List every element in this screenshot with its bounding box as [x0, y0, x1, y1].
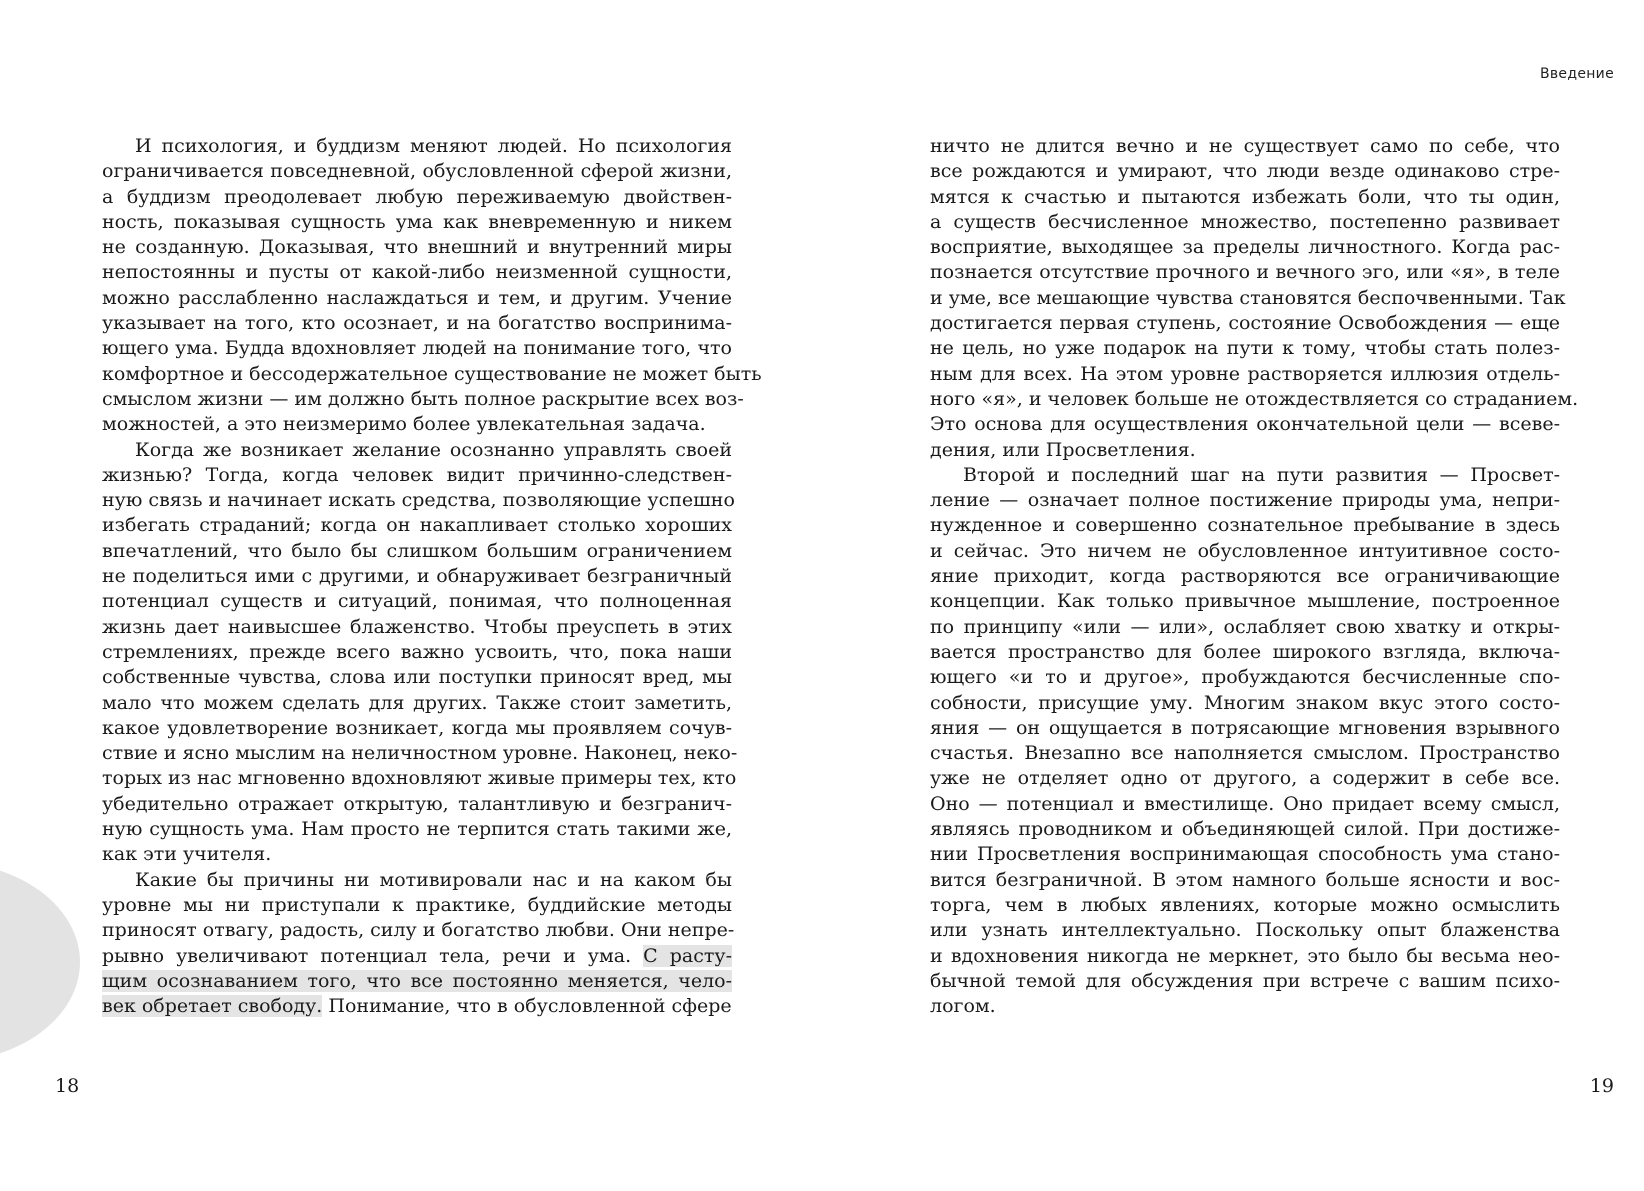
highlighted-text: щим осознаванием того, что все постоянно меняется, чело- — [102, 969, 732, 992]
text-line: торых из нас мгновенно вдохновляют живые примеры тех, кто — [102, 767, 737, 790]
text-line: ность, показывая сущность ума как вневременную и никем — [102, 210, 732, 233]
page-number: 18 — [55, 1075, 80, 1097]
text-line: вится безграничной. В этом намного больше ясности и вос- — [930, 868, 1560, 891]
text-line: яния — он ощущается в потрясающие мгновения взрывного — [930, 716, 1560, 739]
text-line: мятся к счастью и пытаются избежать боли, что ты один, — [930, 185, 1560, 208]
text-line: не созданную. Доказывая, что внешний и внутренний миры — [102, 236, 732, 259]
highlighted-text: век обретает свободу. — [102, 995, 323, 1018]
text-line: не цель, но уже подарок на пути к тому, чтобы стать полез- — [930, 337, 1560, 360]
text-line: потенциал существ и ситуаций, понимая, что полноценная — [102, 590, 732, 613]
text-line: торга, чем в любых явлениях, которые можно осмыслить — [930, 893, 1560, 916]
text-line: нии Просветления воспринимающая способность ума стано- — [930, 843, 1560, 866]
text-line: не поделиться ими с другими, и обнаруживает безграничный — [102, 565, 732, 588]
running-head: Введение — [1539, 66, 1614, 82]
text-line: счастья. Внезапно все наполняется смыслом. Пространство — [930, 742, 1560, 765]
text-line: и вдохновения никогда не меркнет, это было бы весьма нео- — [930, 944, 1560, 967]
text-line: собности, присущие уму. Многим знаком вкус этого состо- — [930, 691, 1560, 714]
page-edge-tab — [0, 862, 80, 1062]
text-line: указывает на того, кто осознает, и на богатство воспринима- — [102, 312, 732, 335]
text-line: являясь проводником и объединяющей силой. При достиже- — [930, 818, 1560, 841]
highlighted-text: С расту- — [643, 944, 732, 967]
text-line: нужденное и совершенно сознательное пребывание в здесь — [930, 514, 1560, 537]
text-line: Второй и последний шаг на пути развития — Просвет- — [963, 463, 1560, 486]
text-line: ствие и ясно мыслим на неличностном уровне. Наконец, неко- — [102, 742, 738, 765]
text-line: избегать страданий; когда он накапливает столько хороших — [102, 514, 732, 537]
text-line: убедительно отражает открытую, талантливую и безгранич- — [102, 792, 732, 815]
text-line: И психология, и буддизм меняют людей. Но психология — [135, 135, 732, 157]
text-line: мало что можем сделать для других. Также стоит заметить, — [102, 691, 732, 714]
text-line: или узнать интеллектуально. Поскольку опыт блаженства — [930, 919, 1560, 942]
text-line: вается пространство для более широкого взгляда, включа- — [930, 640, 1560, 663]
text-line: впечатлений, что было бы слишком большим ограничением — [102, 539, 732, 562]
text-line: жизнь дает наивысшее блаженство. Чтобы преуспеть в этих — [102, 615, 732, 638]
text-line: ничто не длится вечно и не существует само по себе, что — [930, 135, 1560, 157]
text-line: непостоянны и пусты от какой-либо неизменной сущности, — [102, 261, 732, 284]
text-line: стремлениях, прежде всего важно усвоить, что, пока наши — [102, 640, 732, 663]
page-number: 19 — [1589, 1075, 1614, 1097]
text-line — [102, 969, 732, 994]
left-page-text — [102, 134, 762, 1019]
text-line: можно расслабленно наслаждаться и тем, и другим. Учение — [102, 286, 732, 309]
text-line: ление — означает полное постижение природы ума, непри- — [930, 489, 1560, 512]
text-line: ющего ума. Будда вдохновляет людей на понимание того, что — [102, 337, 732, 360]
text-line: ющего «и то и другое», пробуждаются бесчисленные спо- — [930, 666, 1560, 689]
text-line: ного «я», и человек больше не отождествляется со страданием. — [930, 387, 1579, 410]
text-segment: Понимание, что в обусловленной сфере — [322, 995, 732, 1018]
text-line: Оно — потенциал и вместилище. Оно придает всему смысл, — [930, 792, 1560, 815]
text-line: ограничивается повседневной, обусловленной сферой жизни, — [102, 160, 732, 183]
text-line: ную сущность ума. Нам просто не терпится стать такими же, — [102, 818, 732, 841]
text-line: дения, или Просветления. — [930, 438, 1196, 461]
text-line: а существ бесчисленное множество, постепенно развивает — [930, 210, 1560, 233]
text-line: уже не отделяет одно от другого, а содержит в себе все. — [930, 767, 1560, 790]
text-line: комфортное и бессодержательное существование не может быть — [102, 362, 762, 385]
text-line: уровне мы ни приступали к практике, буддийские методы — [102, 893, 732, 916]
text-line: все рождаются и умирают, что люди везде одинаково стре- — [930, 160, 1560, 183]
text-line: и сейчас. Это ничем не обусловленное интуитивное состо- — [930, 539, 1560, 562]
text-line — [102, 994, 732, 1019]
text-line: Когда же возникает желание осознанно управлять своей — [135, 438, 732, 461]
text-line: познается отсутствие прочного и вечного эго, или «я», в теле — [930, 261, 1560, 284]
text-line: ным для всех. На этом уровне растворяется иллюзия отдель- — [930, 362, 1560, 385]
text-line: бычной темой для обсуждения при встрече с вашим психо- — [930, 969, 1560, 992]
text-line: восприятие, выходящее за пределы личностного. Когда рас- — [930, 236, 1560, 259]
text-line: как эти учителя. — [102, 843, 272, 866]
text-line: логом. — [930, 995, 996, 1018]
text-line: Какие бы причины ни мотивировали нас и на каком бы — [135, 868, 732, 891]
text-line: жизнью? Тогда, когда человек видит причинно-следствен- — [102, 463, 732, 486]
text-line: ную связь и начинает искать средства, позволяющие успешно — [102, 489, 735, 512]
text-line: смыслом жизни — им должно быть полное раскрытие всех воз- — [102, 387, 744, 410]
text-line: можностей, а это неизмеримо более увлекательная задача. — [102, 413, 706, 436]
text-line: а буддизм преодолевает любую переживаемую двойствен- — [102, 185, 732, 208]
text-line: по принципу «или — или», ослабляет свою хватку и откры- — [930, 615, 1560, 638]
text-line: достигается первая ступень, состояние Освобождения — еще — [930, 312, 1560, 335]
text-line: собственные чувства, слова или поступки приносят вред, мы — [102, 666, 732, 689]
text-line: Это основа для осуществления окончательной цели — всеве- — [930, 413, 1560, 436]
text-line: какое удовлетворение возникает, когда мы проявляем сочув- — [102, 716, 732, 739]
text-line: и уме, все мешающие чувства становятся беспочвенными. Так — [930, 286, 1566, 309]
text-line: яние приходит, когда растворяются все ограничивающие — [930, 565, 1560, 588]
text-segment: рывно увеличивают потенциал тела, речи и ума. — [102, 944, 644, 967]
text-line: концепции. Как только привычное мышление, построенное — [930, 590, 1560, 613]
text-line: приносят отвагу, радость, силу и богатство любви. Они непре- — [102, 919, 735, 942]
right-page-text — [930, 134, 1579, 1019]
right-page — [822, 0, 1644, 1191]
text-line — [102, 944, 732, 969]
